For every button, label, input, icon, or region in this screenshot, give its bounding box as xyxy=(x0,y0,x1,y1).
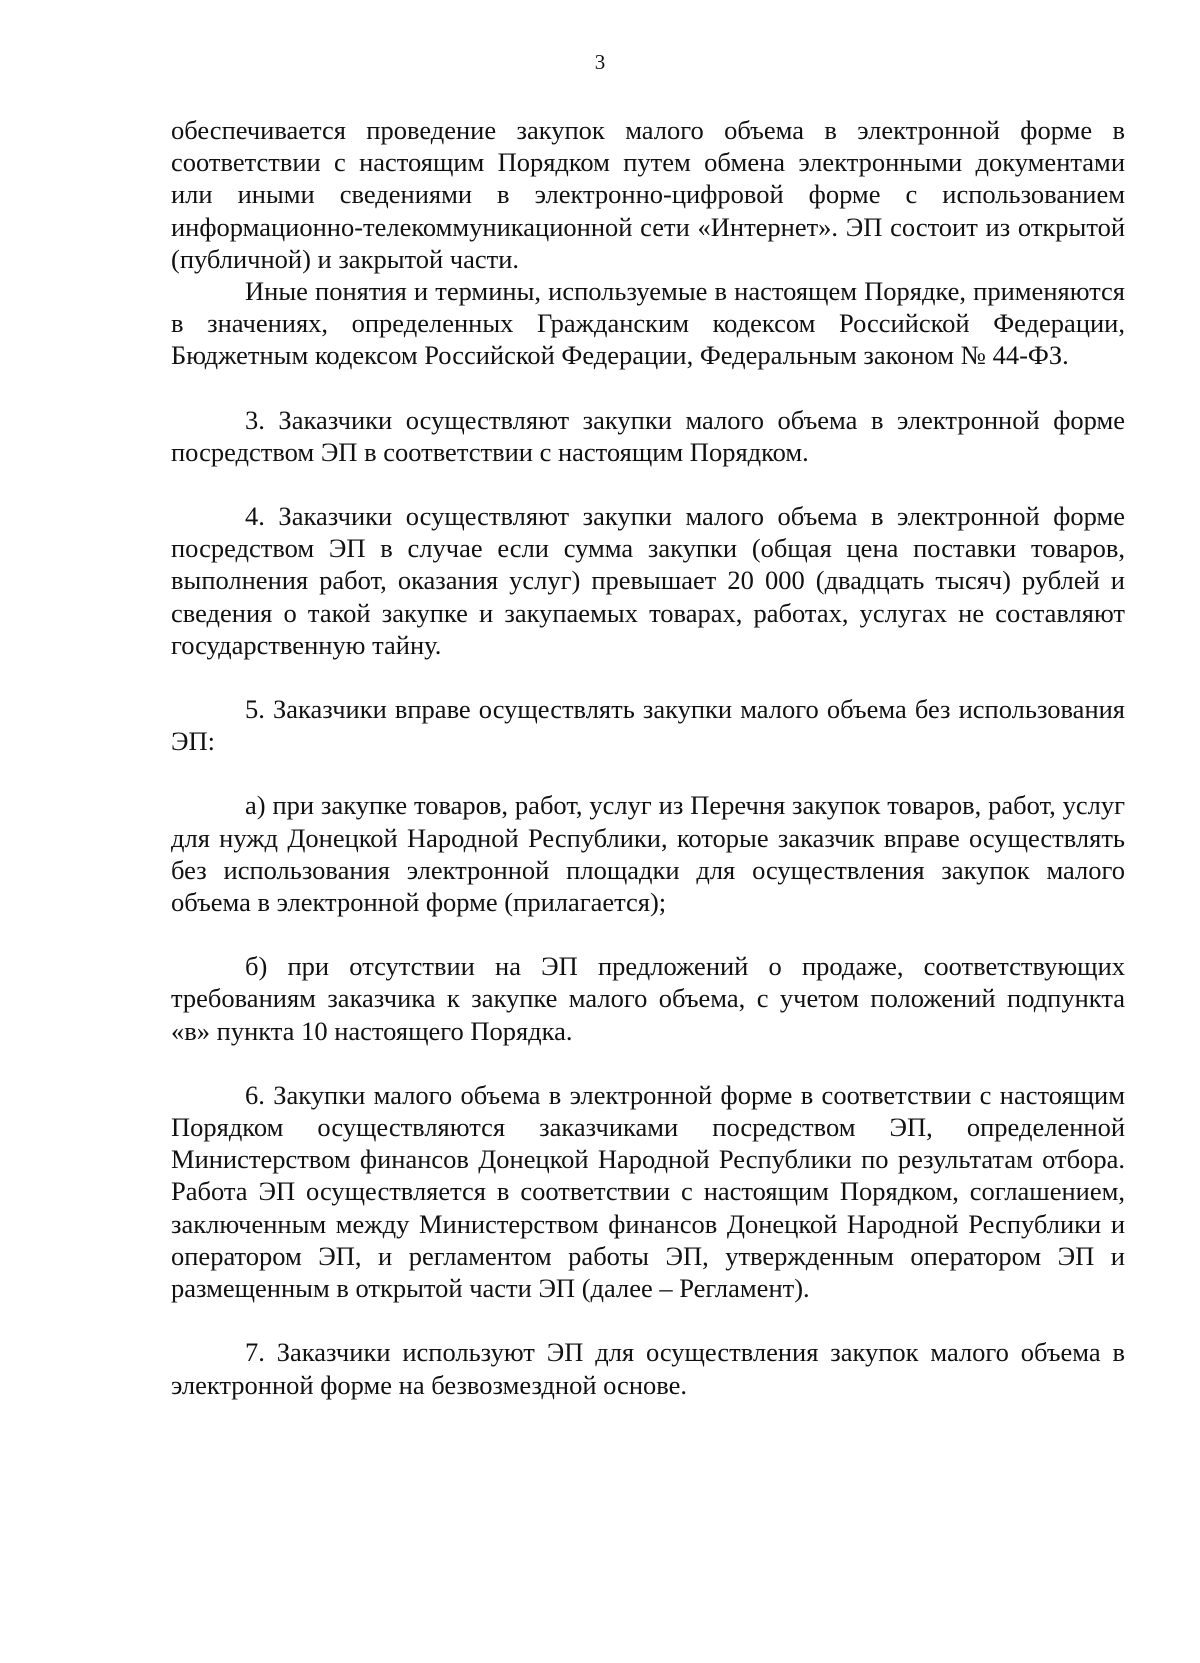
paragraph-item-4: 4. Заказчики осуществляют закупки малого объема в электронной форме посредством ЭП в случае если сумма закупки (общая цена поставки товаров, выполнения работ, оказания услуг) превышает 20 000 (двадцать тысяч) рублей и сведения о такой закупке и закупаемых товарах, работах, услугах не составляют государственную тайну. xyxy=(171,501,1125,660)
paragraph-item-5a: а) при закупке товаров, работ, услуг из Перечня закупок товаров, работ, услуг для нужд Донецкой Народной Республики, которые заказчик вправе осуществлять без использования электронной площадки для осуществления закупок малого объема в электронной форме (прилагается); xyxy=(171,790,1125,918)
paragraph-continuation: обеспечивается проведение закупок малого объема в электронной форме в соответствии с настоящим Порядком путем обмена электронными документами или иными сведениями в электронно-цифровой форме с использованием информационно-телекоммуникационной сети «Интернет». ЭП состоит из открытой (публичной) и закрытой части. xyxy=(171,115,1125,274)
document-body xyxy=(171,114,1125,1401)
paragraph-item-5b: б) при отсутствии на ЭП предложений о продаже, соответствующих требованиям заказчика к закупке малого объема, с учетом положений подпункта «в» пункта 10 настоящего Порядка. xyxy=(171,951,1125,1046)
paragraph-item-5: 5. Заказчики вправе осуществлять закупки малого объема без использования ЭП: xyxy=(171,694,1125,757)
paragraph-terms: Иные понятия и термины, используемые в настоящем Порядке, применяются в значениях, определенных Гражданским кодексом Российской Федерации, Бюджетным кодексом Российской Федерации, Федеральным законом № 44-ФЗ. xyxy=(171,276,1125,371)
paragraph-item-3: 3. Заказчики осуществляют закупки малого объема в электронной форме посредством ЭП в соответствии с настоящим Порядком. xyxy=(171,404,1125,467)
page-number: 3 xyxy=(594,50,606,74)
paragraph-item-6: 6. Закупки малого объема в электронной форме в соответствии с настоящим Порядком осуществляются заказчиками посредством ЭП, определенной Министерством финансов Донецкой Народной Республики по результатам отбора. Работа ЭП осуществляется в соответствии с настоящим Порядком, соглашением, заключенным между Министерством финансов Донецкой Народной Республики и оператором ЭП, и регламентом работы ЭП, утвержденным оператором ЭП и размещенным в открытой части ЭП (далее – Регламент). xyxy=(171,1079,1125,1304)
paragraph-item-7: 7. Заказчики используют ЭП для осуществления закупок малого объема в электронной форме на безвозмездной основе. xyxy=(171,1337,1125,1400)
